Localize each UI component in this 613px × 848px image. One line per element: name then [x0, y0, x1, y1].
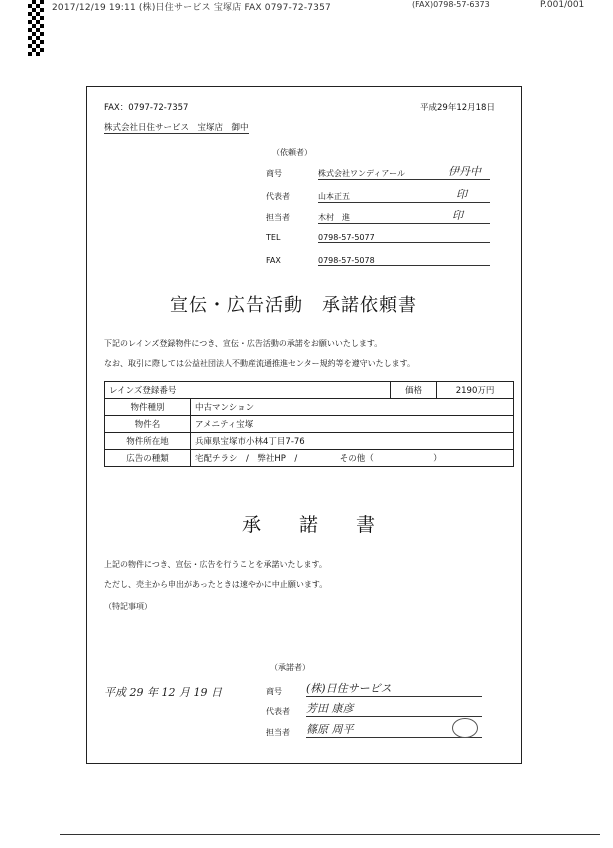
table-row [105, 416, 514, 433]
letter-fax: FAX：0797-72-7357 [104, 103, 189, 113]
approver-company: (株)日住サービス [306, 680, 482, 697]
name-value: アメニティ宝塚 [191, 416, 514, 433]
requester-tel: 0798-57-5077 [318, 233, 490, 243]
price-value: 2190万円 [437, 382, 514, 399]
media-label: 広告の種類 [105, 450, 191, 467]
requester-staff-seal: 印 [452, 209, 463, 222]
table-row [105, 382, 514, 399]
approver-label-staff: 担当者 [266, 728, 290, 737]
name-label: 物件名 [105, 416, 191, 433]
table-row [105, 433, 514, 450]
recipient: 株式会社日住サービス 宝塚店 御中 [104, 123, 249, 133]
requester-label-staff: 担当者 [266, 213, 290, 222]
reins-label: レインズ登録番号 [105, 382, 391, 399]
approval-date: 平成 29 年 12 月 19 日 [104, 686, 222, 699]
approval-line1: 上記の物件につき、宣伝・広告を行うことを承諾いたします。 [104, 560, 327, 569]
requester-name-handwriting: 伊丹中 [448, 165, 481, 178]
approval-special-notes: （特記事項） [104, 602, 152, 611]
approval-line2: ただし、売主から申出があったときは速やかに中止願います。 [104, 580, 328, 589]
requester-rep: 山本正五 [318, 191, 490, 203]
approver-label-rep: 代表者 [266, 707, 290, 716]
price-label: 価格 [391, 382, 437, 399]
type-value: 中古マンション [191, 399, 514, 416]
type-label: 物件種別 [105, 399, 191, 416]
address-value: 兵庫県宝塚市小林4丁目7-76 [191, 433, 514, 450]
bottom-divider [60, 834, 600, 835]
table-row [105, 399, 514, 416]
requester-heading: （依頼者） [272, 148, 312, 157]
approver-label-company: 商号 [266, 687, 282, 696]
request-title: 宣伝・広告活動 承諾依頼書 [170, 295, 417, 316]
fax-registration-mark [28, 0, 44, 56]
request-body-line1: 下記のレインズ登録物件につき、宣伝・広告活動の承諾をお願いいたします。 [104, 339, 383, 348]
requester-label-name: 商号 [266, 169, 282, 178]
fax-transmission-header: 2017/12/19 19:11 (株)日住サービス 宝塚店 FAX 0797-72-7357 [52, 3, 331, 13]
requester-name: 株式会社ワンディアール [318, 168, 490, 180]
letter-date: 平成29年12月18日 [420, 103, 495, 113]
property-table [104, 381, 514, 467]
media-value: 宅配チラシ / 弊社HP / その他（ ） [191, 450, 514, 467]
requester-label-tel: TEL [266, 233, 281, 242]
approver-staff: 篠原 周平 [306, 721, 482, 738]
approval-title: 承諾書 [242, 514, 414, 536]
requester-label-rep: 代表者 [266, 192, 290, 201]
fax-page-number: P.001/001 [540, 0, 585, 10]
requester-staff: 木村 進 [318, 212, 490, 224]
approver-heading: （承諾者） [270, 663, 310, 672]
approver-rep: 芳田 康彦 [306, 700, 482, 717]
requester-rep-seal: 印 [456, 188, 467, 201]
table-row [105, 450, 514, 467]
request-body-line2: なお、取引に際しては公益社団法人不動産流通推進センター規約等を遵守いたします。 [104, 359, 416, 368]
fax-number-header: (FAX)0798-57-6373 [412, 0, 490, 9]
approver-seal-stamp [452, 718, 478, 738]
requester-label-fax: FAX [266, 256, 281, 265]
address-label: 物件所在地 [105, 433, 191, 450]
requester-fax: 0798-57-5078 [318, 256, 490, 266]
